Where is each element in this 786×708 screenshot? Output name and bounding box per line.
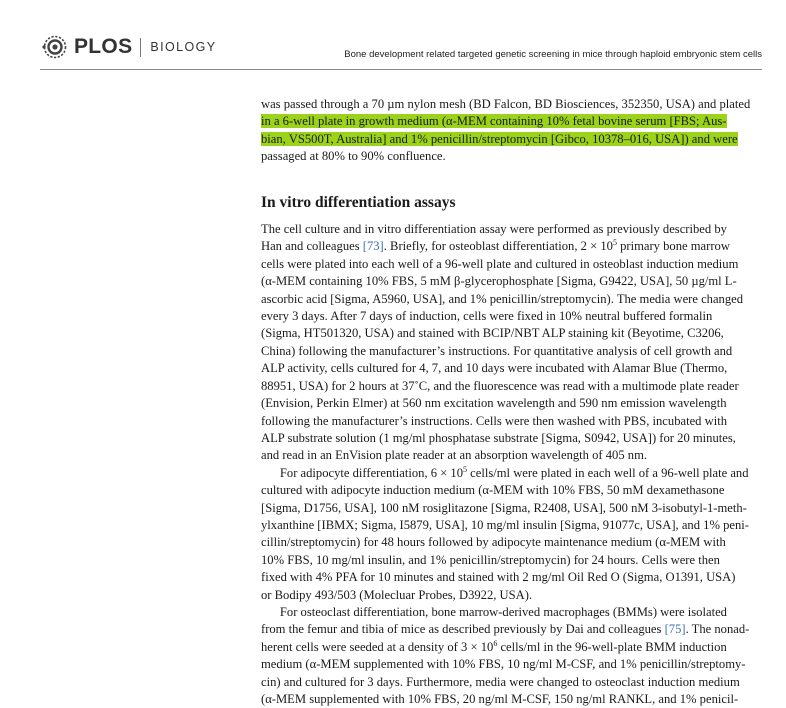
text-line: cells were plated into each well of a 96-well plate and cultured in osteoblast induction medium: [261, 256, 739, 271]
text-line: 10% FBS, 10 mg/ml insulin, and 1% penicillin/streptomycin) for 24 hours. Cells were then: [261, 552, 720, 567]
text-line: fixed with 4% PFA for 10 minutes and stained with 2 mg/ml Oil Red O (Sigma, O1391, USA): [261, 570, 736, 585]
text-line: For osteoclast differentiation, bone marrow-derived macrophages (BMMs) were isolated: [279, 604, 727, 619]
text-line: or Bodipy 493/503 (Molecluar Probes, D3922, USA).: [261, 587, 533, 602]
article-body: [261, 96, 761, 708]
text-line: (Sigma, HT501320, USA) and stained with BCIP/NBT ALP staining kit (Beyotime, C3206,: [261, 326, 724, 341]
citation-link[interactable]: [73]: [362, 239, 384, 254]
text-line: herent cells were seeded at a density of $3 \times 10^6$ cells/ml in the 96-well-plate BMM induction: [261, 638, 727, 654]
paragraph-osteoblast: [261, 221, 761, 465]
header-rule: [40, 69, 762, 70]
text-line: The cell culture and in vitro differentiation assay were performed as previously described by: [261, 222, 727, 237]
highlighted-text: bian, VS500T, Australia] and 1% penicillin/streptomycin [Gibco, 10378–016, USA]) and were: [261, 131, 738, 146]
section-heading: In vitro differentiation assays: [261, 193, 456, 211]
text-line: ascorbic acid [Sigma, A5960, USA], and 1% penicillin/streptomycin). The media were changed: [261, 291, 744, 306]
text-line: cultured with adipocyte induction medium (α-MEM with 10% FBS, 50 mM dexamethasone: [261, 483, 725, 498]
text-line: 88951, USA) for 2 hours at 37˚C, and the fluorescence was read with a multimode plate reader: [261, 378, 739, 393]
text-line: Han and colleagues [73]. Briefly, for osteoblast differentiation, $2 \times 10^5$ primary bone marrow: [261, 238, 730, 254]
text-line: ALP substrate solution (1 mg/ml phosphatase substrate [Sigma, S0942, USA]) for 20 minutes,: [261, 430, 736, 445]
text-line: ylxanthine [IBMX; Sigma, I5879, USA], 10 mg/ml insulin [Sigma, 91077c, USA], and 1% peni-: [261, 517, 749, 532]
text-line: and read in an EnVision plate reader at an absorption wavelength of 405 nm.: [261, 448, 648, 463]
plos-logo: [40, 34, 216, 60]
text-line: ALP activity, cells cultured for 4, 7, and 10 days were incubated with Alamar Blue (Thermo,: [261, 361, 728, 376]
text-line: passaged at 80% to 90% confluence.: [261, 149, 446, 164]
text-line: [Sigma, D1756, USA], 100 nM rosiglitazone [Sigma, R2408, USA], 500 nM 3-isobutyl-1-meth-: [261, 500, 747, 515]
logo-divider: [140, 38, 141, 57]
paragraph-adipocyte: [261, 465, 761, 604]
running-head: Bone development related targeted genetic screening in mice through haploid embryonic stem cells: [344, 49, 762, 60]
highlighted-text: in a 6-well plate in growth medium (α-MEM containing 10% fetal bovine serum [FBS; Aus-: [261, 114, 727, 129]
text-line: (α-MEM supplemented with 10% FBS, 20 ng/ml M-CSF, 150 ng/ml RANKL, and 1% penicil-: [261, 692, 739, 706]
paragraph-cell-passaging: [261, 96, 761, 166]
text-line: every 3 days. After 7 days of induction, cells were fixed in 10% neutral buffered formalin: [261, 309, 713, 324]
text-line: from the femur and tibia of mice as described previously by Dai and colleagues [75]. The nonad-: [261, 622, 750, 637]
journal-name: BIOLOGY: [150, 40, 217, 54]
text-line: following the manufacturer’s instructions. Cells were then washed with PBS, incubated with: [261, 413, 727, 428]
text-line: (α-MEM containing 10% FBS, 5 mM β-glycerophosphate [Sigma, G9422, USA], 50 µg/ml L-: [261, 274, 737, 289]
text-line: cin) and cultured for 3 days. Furthermore, media were changed to osteoclast induction medium: [261, 674, 740, 689]
text-line: medium (α-MEM supplemented with 10% FBS, 10 ng/ml M-CSF, and 1% penicillin/streptomy-: [261, 657, 746, 672]
plos-logo-icon: [40, 34, 70, 60]
paragraph-osteoclast: [261, 604, 761, 708]
citation-link[interactable]: [75]: [664, 622, 686, 637]
text-line: (Envision, Perkin Elmer) at 560 nm excitation wavelength and 590 nm emission wavelength: [261, 396, 727, 411]
brand-name: PLOS: [74, 35, 133, 58]
text-line: cillin/streptomycin) for 48 hours followed by adipocyte maintenance medium (α-MEM with: [261, 535, 726, 550]
text-line: For adipocyte differentiation, $6 \times 10^5$ cells/ml were plated in each well of a 96-well plate and: [279, 464, 749, 480]
text-line: was passed through a 70 µm nylon mesh (BD Falcon, BD Biosciences, 352350, USA) and plated: [261, 97, 751, 111]
text-line: China) following the manufacturer’s instructions. For quantitative analysis of cell growth and: [261, 343, 733, 358]
